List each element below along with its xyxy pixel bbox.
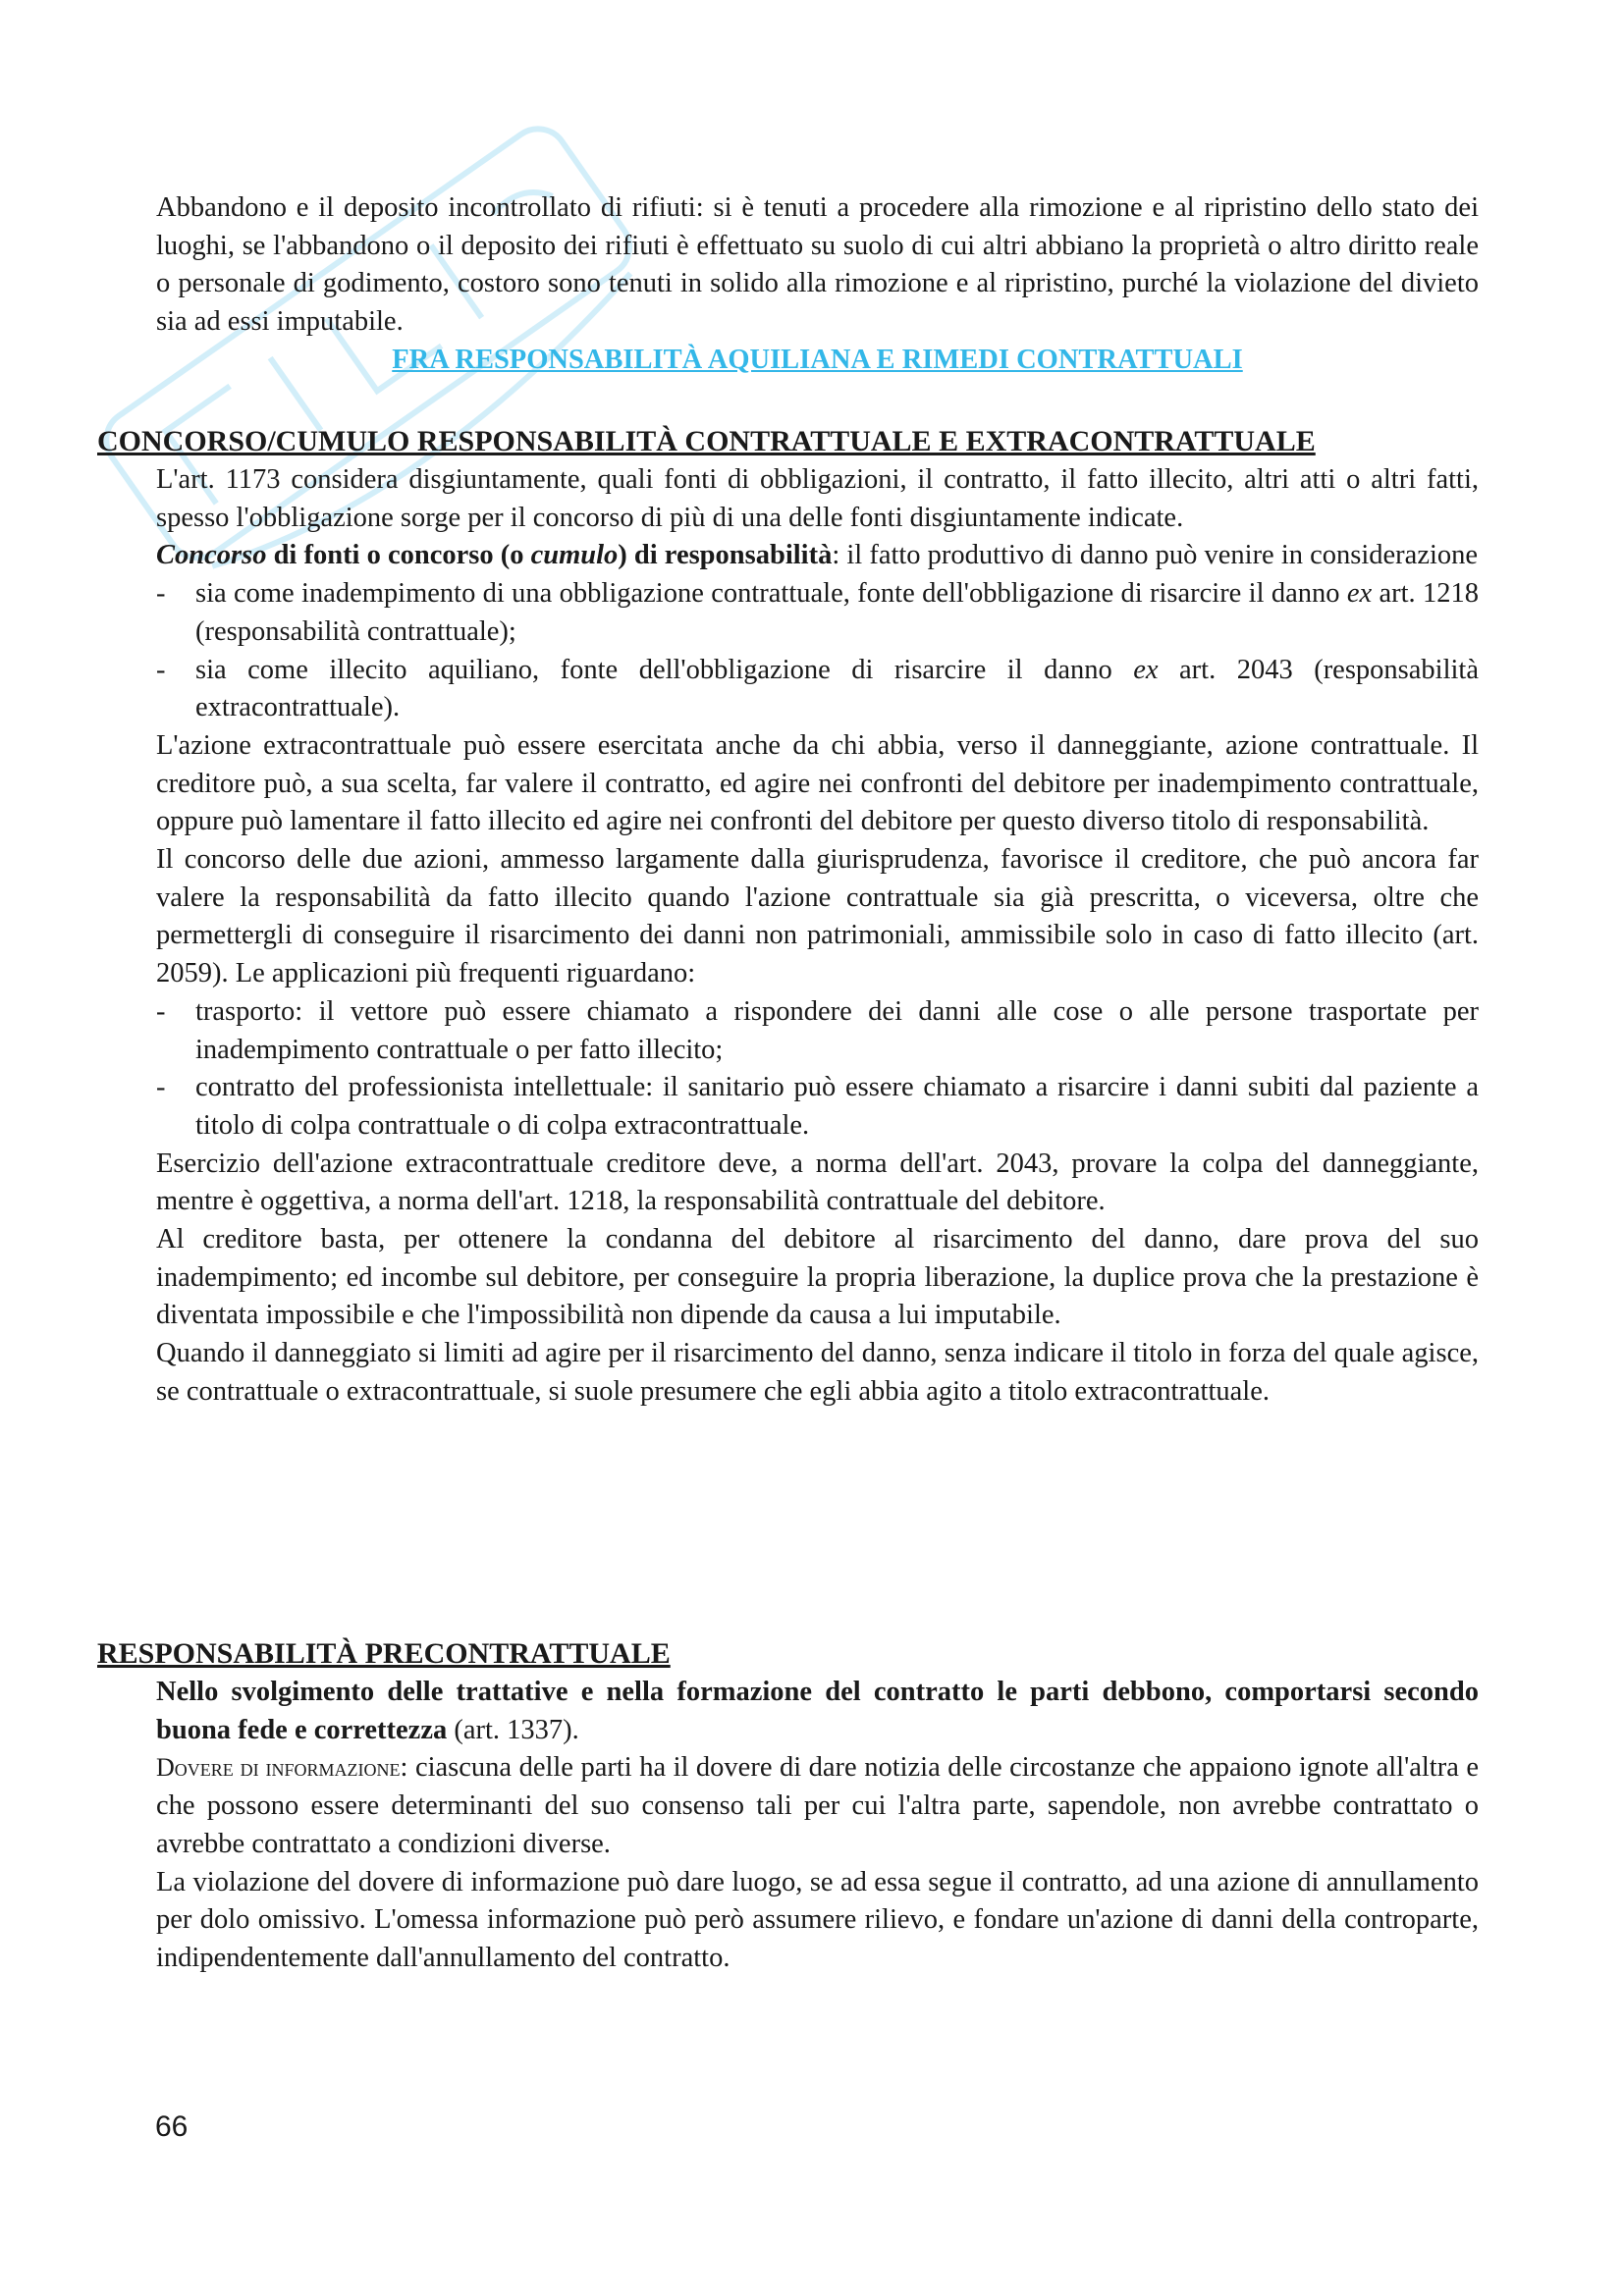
section-title-concorso: CONCORSO/CUMULO RESPONSABILITÀ CONTRATTUALE E EXTRACONTRATTUALE — [97, 425, 1316, 457]
paragraph-concorso-azioni: Il concorso delle due azioni, ammesso largamente dalla giurisprudenza, favorisce il creditore, che può ancora far valere la responsabilità da fatto illecito quando l'azione contrattuale sia già prescritta, o viceversa, oltre che permettergli di conseguire il risarcimento dei danni non patrimoniali, ammissibile solo in caso di fatto illecito (art. 2059). Le applicazioni più frequenti riguardano: — [156, 844, 1479, 989]
paragraph-azione-extracontrattuale: L'azione extracontrattuale può essere esercitata anche da chi abbia, verso il danneggiante, azione contrattuale. Il creditore può, a sua scelta, far valere il contratto, ed agire nei confronti del debitore per inadempimento contrattuale, oppure può lamentare il fatto illecito ed agire nei confronti del debitore per questo diverso titolo di responsabilità. — [156, 729, 1479, 837]
page-number: 66 — [155, 2110, 189, 2143]
list-item: - sia come inadempimento di una obbligazione contrattuale, fonte dell'obbligazione di risarcire il danno ex art. 1218 (responsabilità contrattuale); — [156, 575, 1479, 651]
intro-paragraph: Abbandono e il deposito incontrollato di rifiuti: si è tenuti a procedere alla rimozione e al ripristino dello stato dei luoghi, se l'abbandono o il deposito dei rifiuti è effettuato su suolo di cui altri abbiano la proprietà o altro diritto reale o personale di godimento, costoro sono tenuti in solido alla rimozione e al ripristino, purché la violazione del divieto sia ad essi imputabile. — [156, 192, 1479, 338]
paragraph-esercizio-azione: Esercizio dell'azione extracontrattuale creditore deve, a norma dell'art. 2043, provare la colpa del danneggiante, mentre è oggettiva, a norma dell'art. 1218, la responsabilità contrattuale del debitore. — [156, 1148, 1479, 1217]
paragraph-violazione: La violazione del dovere di informazione può dare luogo, se ad essa segue il contratto, ad una azione di annullamento per dolo omissivo. L'omessa informazione può però assumere rilievo, e fondare un'azione di danni della controparte, indipendentemente dall'annullamento del contratto. — [156, 1866, 1479, 1973]
paragraph-presunzione: Quando il danneggiato si limiti ad agire per il risarcimento del danno, senza indicare il titolo in forza del quale agisce, se contrattuale o extracontrattuale, si suole presumere che egli abbia agito a titolo extracontrattuale. — [156, 1338, 1479, 1407]
chapter-heading: FRA RESPONSABILITÀ AQUILIANA E RIMEDI CONTRATTUALI — [392, 344, 1243, 375]
paragraph-buona-fede: Nello svolgimento delle trattative e nella formazione del contratto le parti debbono, comportarsi secondo buona fede e correttezza (art. 1337). — [156, 1677, 1479, 1745]
list-applicazioni — [156, 993, 1479, 1146]
list-item: - sia come illecito aquiliano, fonte dell'obbligazione di risarcire il danno ex art. 2043 (responsabilità extracontrattuale). — [156, 652, 1479, 727]
list-item: - trasporto: il vettore può essere chiamato a rispondere dei danni alle cose o alle persone trasportate per inadempimento contrattuale o per fatto illecito; — [156, 993, 1479, 1069]
list-item: - contratto del professionista intellettuale: il sanitario può essere chiamato a risarcire i danni subiti dal paziente a titolo di colpa contrattuale o di colpa extracontrattuale. — [156, 1069, 1479, 1145]
section-precontrattuale-body — [156, 1674, 1479, 1978]
paragraph-onere-prova: Al creditore basta, per ottenere la condanna del debitore al risarcimento del danno, dare prova del suo inadempimento; ed incombe sul debitore, per conseguire la propria liberazione, la duplice prova che la prestazione è diventata impossibile e che l'impossibilità non dipende da causa a lui imputabile. — [156, 1224, 1479, 1331]
paragraph-concorso-definition: Concorso di fonti o concorso (o cumulo) di responsabilità: il fatto produttivo di danno può venire in considerazione — [156, 540, 1479, 571]
section-title-precontrattuale: RESPONSABILITÀ PRECONTRATTUALE — [97, 1637, 671, 1670]
list-considerazione — [156, 575, 1479, 727]
paragraph-dovere-informazione: Dovere di informazione: ciascuna delle parti ha il dovere di dare notizia delle circostanze che appaiono ignote all'altra e che possono essere determinanti del suo consenso tali per cui l'altra parte, sapendole, non avrebbe contrattato o avrebbe contrattato a condizioni diverse. — [156, 1752, 1479, 1859]
intro-block — [156, 189, 1479, 380]
section-concorso-body — [156, 461, 1479, 1412]
paragraph-art-1173: L'art. 1173 considera disgiuntamente, quali fonti di obbligazioni, il contratto, il fatto illecito, altri atti o altri fatti, spesso l'obbligazione sorge per il concorso di più di una delle fonti disgiuntamente indicate. — [156, 464, 1479, 533]
